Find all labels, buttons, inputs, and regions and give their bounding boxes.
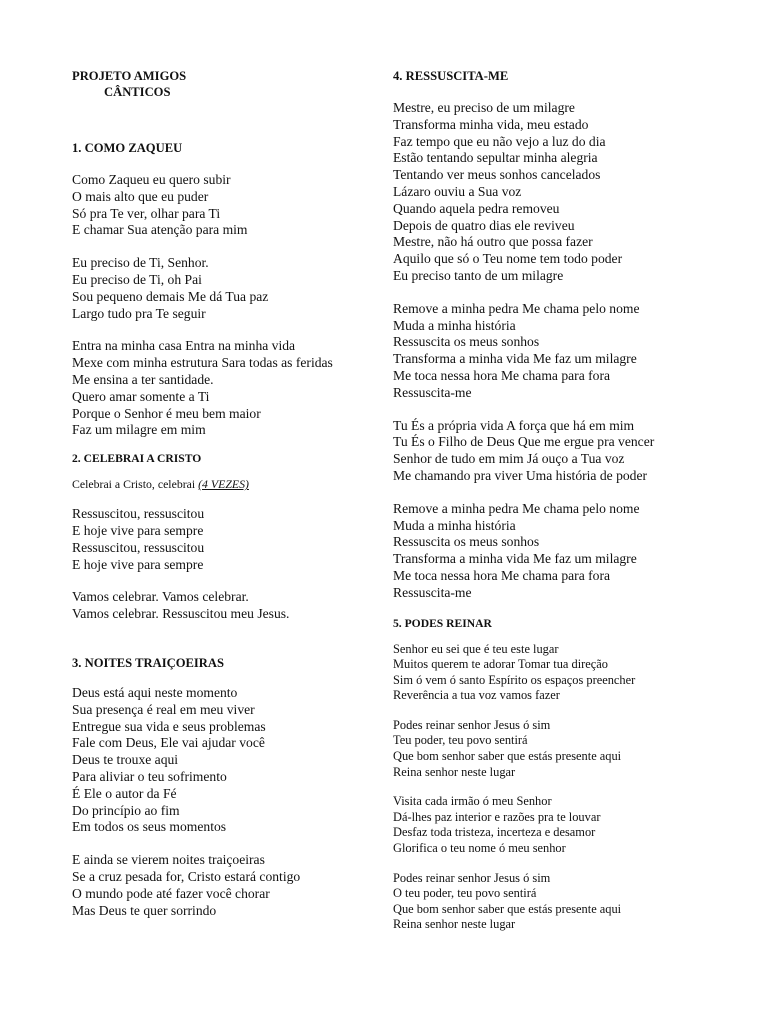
lyric-line: Do princípio ao fim bbox=[72, 802, 180, 818]
lyric-line: Dá-lhes paz interior e razões pra te louvar bbox=[393, 809, 601, 824]
song-title-noites-traicoeiras: 3. NOITES TRAIÇOEIRAS bbox=[72, 655, 224, 670]
lyric-line: Sim ó vem ó santo Espírito os espaços preencher bbox=[393, 672, 636, 687]
stanza bbox=[393, 871, 733, 933]
lyric-line: Me toca nessa hora Me chama para fora bbox=[393, 367, 611, 383]
lyric-line: Remove a minha pedra Me chama pelo nome bbox=[393, 300, 640, 316]
lyric-line: Reverência a tua voz vamos fazer bbox=[393, 688, 560, 703]
lyric-line: Transforma minha vida, meu estado bbox=[393, 116, 589, 132]
lyric-line: Eu preciso tanto de um milagre bbox=[393, 267, 564, 283]
stanza bbox=[393, 418, 733, 485]
song-note bbox=[72, 477, 382, 492]
lyric-line: Fale com Deus, Ele vai ajudar você bbox=[72, 735, 265, 751]
lyric-line: Ressuscita os meus sonhos bbox=[393, 534, 540, 550]
stanza bbox=[393, 642, 733, 704]
lyric-line: Se a cruz pesada for, Cristo estará contigo bbox=[72, 868, 301, 884]
document-title: PROJETO AMIGOS bbox=[72, 69, 187, 83]
lyric-line: Faz tempo que eu não vejo a luz do dia bbox=[393, 133, 606, 149]
lyric-line: Para aliviar o teu sofrimento bbox=[72, 768, 227, 784]
lyric-line: Largo tudo pra Te seguir bbox=[72, 305, 206, 321]
lyric-line: Entregue sua vida e seus problemas bbox=[72, 718, 266, 734]
stanza bbox=[72, 589, 382, 623]
lyric-line: O mais alto que eu puder bbox=[72, 188, 209, 204]
lyric-line: Ressuscita-me bbox=[393, 584, 472, 600]
lyric-line: Senhor eu sei que é teu este lugar bbox=[393, 641, 559, 656]
stanza bbox=[72, 852, 382, 919]
stanza bbox=[72, 506, 382, 573]
lyric-line: Reina senhor neste lugar bbox=[393, 764, 516, 779]
lyric-line: Deus te trouxe aqui bbox=[72, 752, 179, 768]
lyric-line: Transforma a minha vida Me faz um milagre bbox=[393, 351, 637, 367]
lyric-line: Que bom senhor saber que estás presente aqui bbox=[393, 749, 622, 764]
lyric-line: E chamar Sua atenção para mim bbox=[72, 222, 248, 238]
lyric-line: Mexe com minha estrutura Sara todas as feridas bbox=[72, 355, 333, 371]
lyric-line: Depois de quatro dias ele reviveu bbox=[393, 217, 575, 233]
left-column bbox=[72, 68, 382, 919]
stanza bbox=[393, 718, 733, 780]
lyric-line: Glorifica o teu nome ó meu senhor bbox=[393, 841, 566, 856]
stanza bbox=[72, 685, 382, 836]
stanza bbox=[393, 501, 733, 602]
stanza bbox=[393, 100, 733, 285]
song-title-podes-reinar: 5. PODES REINAR bbox=[393, 616, 492, 630]
lyric-line: Sua presença é real em meu viver bbox=[72, 701, 255, 717]
lyric-line: Remove a minha pedra Me chama pelo nome bbox=[393, 500, 640, 516]
lyric-line: Ressuscitou, ressuscitou bbox=[72, 539, 205, 555]
lyric-line: Tentando ver meus sonhos cancelados bbox=[393, 167, 601, 183]
lyric-line: O teu poder, teu povo sentirá bbox=[393, 886, 537, 901]
lyric-line: Me chamando pra viver Uma história de poder bbox=[393, 467, 648, 483]
lyric-line: Entra na minha casa Entra na minha vida bbox=[72, 338, 296, 354]
lyric-line: Vamos celebrar. Vamos celebrar. bbox=[72, 589, 249, 605]
lyric-line: Eu preciso de Ti, oh Pai bbox=[72, 271, 202, 287]
stanza bbox=[72, 338, 382, 439]
lyric-line: O mundo pode até fazer você chorar bbox=[72, 885, 270, 901]
song-note-text: Celebrai a Cristo, celebrai bbox=[72, 477, 196, 492]
song-title-ressuscita-me: 4. RESSUSCITA-ME bbox=[393, 69, 509, 83]
lyric-line: Vamos celebrar. Ressuscitou meu Jesus. bbox=[72, 606, 290, 622]
stanza bbox=[72, 172, 382, 239]
song-title-celebrai-a-cristo: 2. CELEBRAI A CRISTO bbox=[72, 452, 202, 466]
lyric-line: Me toca nessa hora Me chama para fora bbox=[393, 567, 611, 583]
lyric-line: Me ensina a ter santidade. bbox=[72, 371, 214, 387]
lyric-line: Só pra Te ver, olhar para Ti bbox=[72, 205, 221, 221]
lyric-line: Desfaz toda tristeza, incerteza e desamor bbox=[393, 825, 596, 840]
lyric-line: Ressuscita-me bbox=[393, 384, 472, 400]
lyric-line: Estão tentando sepultar minha alegria bbox=[393, 150, 598, 166]
lyric-line: Muda a minha história bbox=[393, 517, 516, 533]
lyric-line: Transforma a minha vida Me faz um milagre bbox=[393, 551, 637, 567]
song-title-como-zaqueu: 1. COMO ZAQUEU bbox=[72, 141, 183, 155]
lyric-line: Lázaro ouviu a Sua voz bbox=[393, 183, 522, 199]
lyric-line: Quero amar somente a Ti bbox=[72, 388, 210, 404]
lyric-line: Tu És a própria vida A força que há em mim bbox=[393, 417, 635, 433]
lyric-line: Como Zaqueu eu quero subir bbox=[72, 172, 231, 187]
lyric-line: É Ele o autor da Fé bbox=[72, 785, 177, 801]
right-column bbox=[393, 68, 733, 933]
stanza bbox=[72, 255, 382, 322]
lyric-line: Ressuscita os meus sonhos bbox=[393, 334, 540, 350]
lyric-line: Mas Deus te quer sorrindo bbox=[72, 902, 217, 918]
lyric-line: Podes reinar senhor Jesus ó sim bbox=[393, 717, 551, 732]
lyric-line: Deus está aqui neste momento bbox=[72, 684, 238, 700]
lyric-line: Ressuscitou, ressuscitou bbox=[72, 506, 205, 522]
lyric-line: E hoje vive para sempre bbox=[72, 522, 204, 538]
lyric-line: Visita cada irmão ó meu Senhor bbox=[393, 794, 552, 809]
stanza bbox=[393, 301, 733, 402]
lyric-line: Em todos os seus momentos bbox=[72, 819, 227, 835]
lyric-line: Eu preciso de Ti, Senhor. bbox=[72, 255, 209, 271]
lyric-line: Aquilo que só o Teu nome tem todo poder bbox=[393, 251, 623, 267]
lyric-line: Podes reinar senhor Jesus ó sim bbox=[393, 870, 551, 885]
lyric-line: Tu És o Filho de Deus Que me ergue pra vencer bbox=[393, 434, 655, 450]
song-note-repeat: (4 VEZES) bbox=[198, 477, 249, 492]
lyric-line: Quando aquela pedra removeu bbox=[393, 200, 560, 216]
lyric-line: Faz um milagre em mim bbox=[72, 422, 206, 438]
document-subtitle: CÂNTICOS bbox=[104, 85, 171, 99]
lyric-line: Teu poder, teu povo sentirá bbox=[393, 733, 528, 748]
lyric-line: E ainda se vierem noites traiçoeiras bbox=[72, 852, 265, 868]
lyric-line: Mestre, eu preciso de um milagre bbox=[393, 100, 575, 115]
lyric-line: Senhor de tudo em mim Já ouço a Tua voz bbox=[393, 451, 625, 467]
stanza bbox=[393, 794, 733, 856]
lyric-line: Mestre, não há outro que possa fazer bbox=[393, 234, 593, 250]
lyric-line: Reina senhor neste lugar bbox=[393, 917, 516, 932]
lyric-line: Porque o Senhor é meu bem maior bbox=[72, 405, 261, 421]
lyric-line: Sou pequeno demais Me dá Tua paz bbox=[72, 288, 269, 304]
lyric-line: E hoje vive para sempre bbox=[72, 556, 204, 572]
lyric-line: Que bom senhor saber que estás presente aqui bbox=[393, 901, 622, 916]
lyric-line: Muitos querem te adorar Tomar tua direção bbox=[393, 657, 608, 672]
lyric-line: Muda a minha história bbox=[393, 317, 516, 333]
